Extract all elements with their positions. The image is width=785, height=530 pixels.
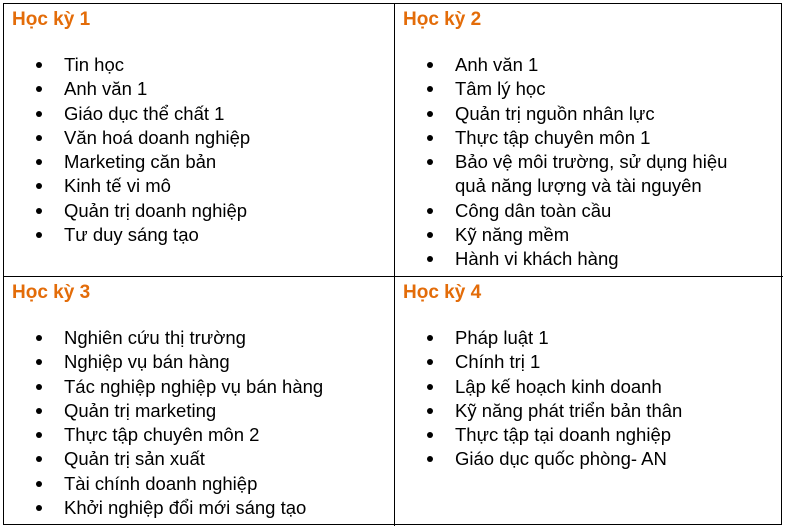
semester-title: Học kỳ 4	[403, 282, 482, 303]
bullet-icon	[427, 208, 433, 214]
semester-cell-4	[394, 276, 783, 526]
course-list	[12, 326, 386, 520]
list-item: Kỹ năng phát triển bản thân	[403, 399, 775, 423]
bullet-icon	[36, 481, 42, 487]
list-item: Quản trị nguồn nhân lực	[403, 102, 775, 126]
bullet-icon	[427, 335, 433, 341]
bullet-icon	[36, 432, 42, 438]
bullet-icon	[427, 111, 433, 117]
bullet-icon	[427, 62, 433, 68]
list-item: Tư duy sáng tạo	[12, 223, 386, 247]
course-list	[403, 326, 775, 472]
list-item: Marketing căn bản	[12, 150, 386, 174]
list-item: Quản trị doanh nghiệp	[12, 199, 386, 223]
list-item: Khởi nghiệp đổi mới sáng tạo	[12, 496, 386, 520]
semester-title: Học kỳ 3	[12, 282, 91, 303]
list-item: Kỹ năng mềm	[403, 223, 775, 247]
list-item: Chính trị 1	[403, 350, 775, 374]
bullet-icon	[427, 432, 433, 438]
list-item: Thực tập chuyên môn 1	[403, 126, 775, 150]
course-list	[403, 53, 775, 272]
list-item: Tài chính doanh nghiệp	[12, 472, 386, 496]
list-item: Anh văn 1	[12, 77, 386, 101]
bullet-icon	[36, 359, 42, 365]
bullet-icon	[36, 86, 42, 92]
bullet-icon	[36, 62, 42, 68]
bullet-icon	[36, 208, 42, 214]
list-item: Quản trị marketing	[12, 399, 386, 423]
bullet-icon	[36, 232, 42, 238]
bullet-icon	[36, 384, 42, 390]
list-item: Bảo vệ môi trường, sử dụng hiệu	[403, 150, 775, 174]
bullet-icon	[36, 183, 42, 189]
bullet-icon	[36, 111, 42, 117]
course-list	[12, 53, 386, 247]
list-item: Giáo dục thể chất 1	[12, 102, 386, 126]
bullet-icon	[36, 335, 42, 341]
bullet-icon	[427, 456, 433, 462]
bullet-icon	[427, 408, 433, 414]
list-item: Lập kế hoạch kinh doanh	[403, 375, 775, 399]
list-item: Công dân toàn cầu	[403, 199, 775, 223]
list-item: Văn hoá doanh nghiệp	[12, 126, 386, 150]
list-item: Anh văn 1	[403, 53, 775, 77]
semester-cell-3	[4, 276, 394, 526]
bullet-icon	[427, 86, 433, 92]
list-item: Tâm lý học	[403, 77, 775, 101]
list-item-continuation: quả năng lượng và tài nguyên	[455, 175, 702, 197]
bullet-icon	[36, 159, 42, 165]
list-item: Kinh tế vi mô	[12, 174, 386, 198]
bullet-icon	[36, 135, 42, 141]
semester-cell-1	[4, 4, 394, 276]
bullet-icon	[427, 256, 433, 262]
list-item: Quản trị sản xuất	[12, 447, 386, 471]
bullet-icon	[427, 232, 433, 238]
bullet-icon	[427, 384, 433, 390]
list-item: Nghiên cứu thị trường	[12, 326, 386, 350]
bullet-icon	[427, 135, 433, 141]
list-item: Pháp luật 1	[403, 326, 775, 350]
bullet-icon	[427, 159, 433, 165]
list-item: Hành vi khách hàng	[403, 247, 775, 271]
bullet-icon	[36, 505, 42, 511]
semester-cell-2	[394, 4, 783, 276]
list-item: Nghiệp vụ bán hàng	[12, 350, 386, 374]
list-item: Tác nghiệp nghiệp vụ bán hàng	[12, 375, 386, 399]
semester-title: Học kỳ 1	[12, 9, 91, 30]
list-item: Tin học	[12, 53, 386, 77]
curriculum-table	[3, 3, 782, 525]
list-item: Giáo dục quốc phòng- AN	[403, 447, 775, 471]
list-item: Thực tập chuyên môn 2	[12, 423, 386, 447]
semester-title: Học kỳ 2	[403, 9, 482, 30]
bullet-icon	[36, 456, 42, 462]
list-item: Thực tập tại doanh nghiệp	[403, 423, 775, 447]
bullet-icon	[36, 408, 42, 414]
bullet-icon	[427, 359, 433, 365]
